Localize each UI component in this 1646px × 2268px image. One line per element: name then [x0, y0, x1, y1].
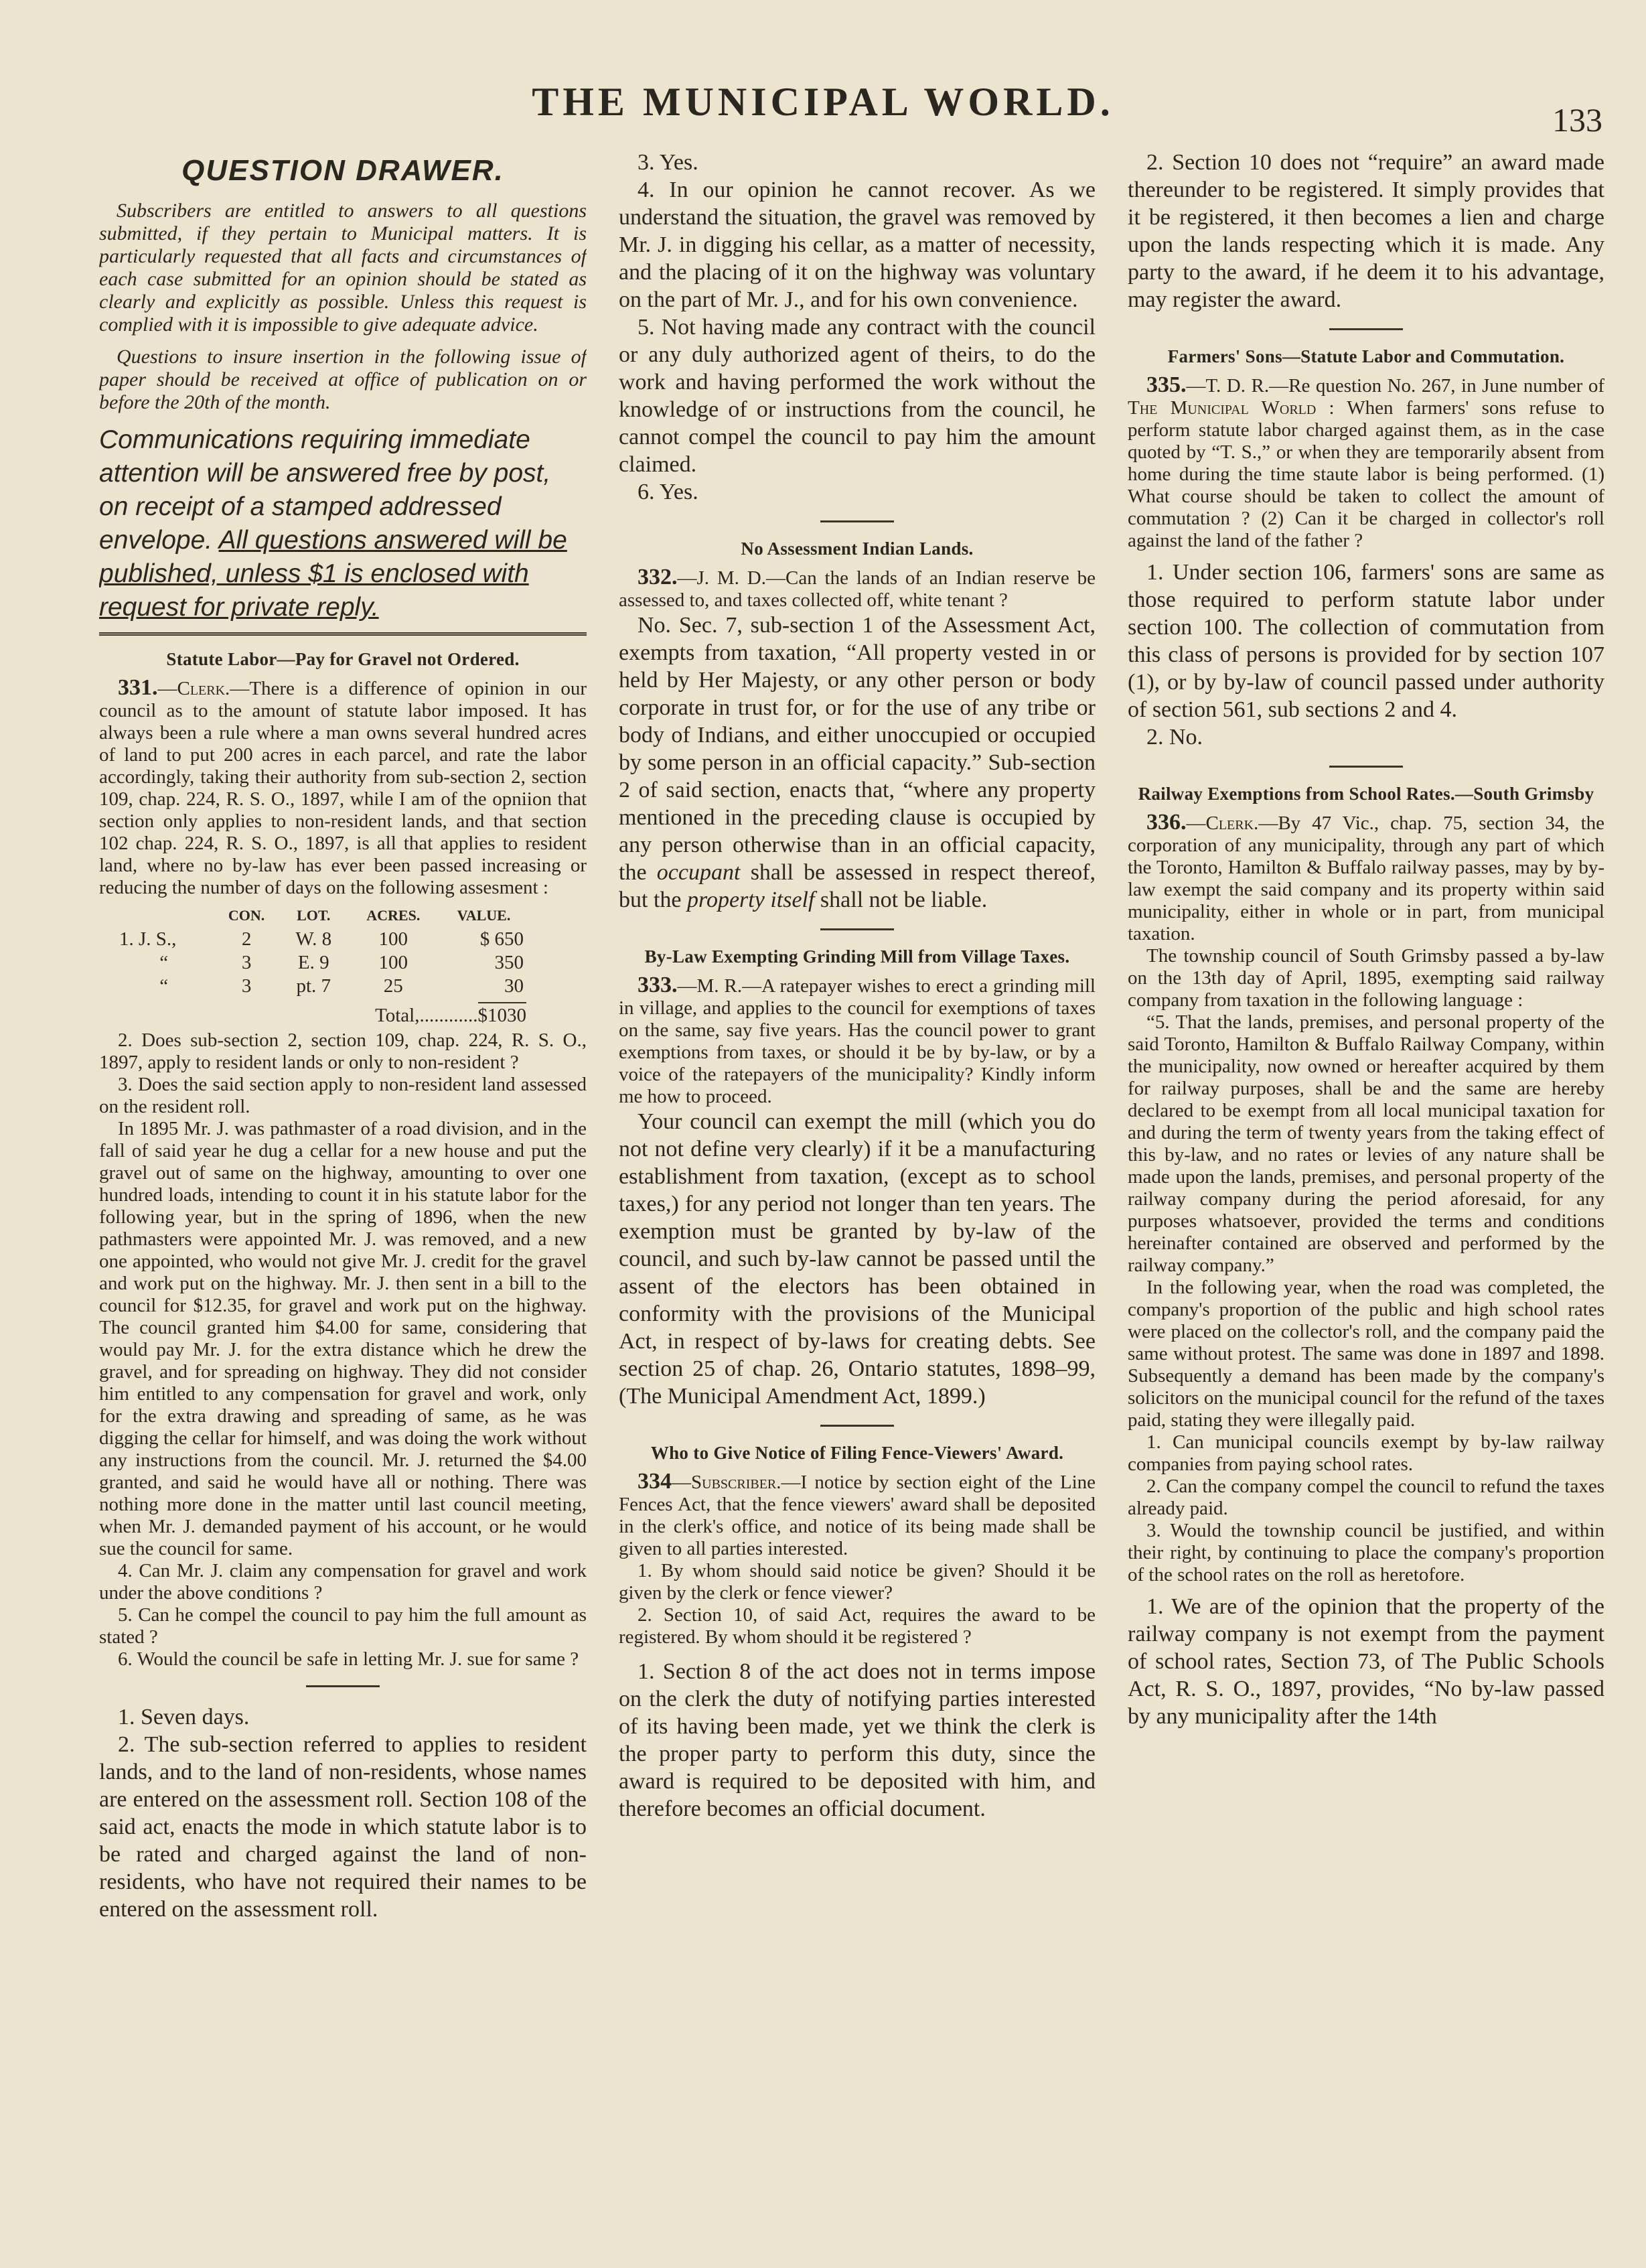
question-paragraph: 5. Can he compel the council to pay him the full amount as stated ?: [99, 1604, 587, 1648]
question-paragraph: [619, 974, 1096, 1108]
question-text: —A ratepayer wishes to erect a grinding mill in village, and applies to the council for exemptions of taxes on the same, say five years. Has the council power to grant exemptions from taxes, or should it be by by-law, or by a voice of the ratepayers of the municipality? Kindly inform me how to proceed.: [619, 975, 1096, 1107]
question-number: 333.: [638, 973, 678, 997]
publication-name: The Municipal World: [1128, 397, 1317, 419]
question-author: —Clerk.: [1186, 812, 1259, 834]
divider: [99, 632, 587, 636]
divider: [820, 520, 894, 522]
question-heading: Who to Give Notice of Filing Fence-Viewers' Award.: [650, 1443, 1064, 1463]
answer-text: shall be assessed in respect thereof, but the: [619, 860, 1096, 912]
answer-paragraph: 2. Section 10 does not “require” an award made thereunder to be registered. It simply provides that it be registered, it then becomes a lien and charge upon the lands respecting which it is made. Any party to the award, if he deem it to his advantage, may register the award.: [1128, 150, 1604, 312]
table-header-cell: [114, 903, 214, 928]
question-number: 332.: [638, 565, 678, 589]
question-text: —By 47 Vic., chap. 75, section 34, the corporation of any municipality, through any part of which the Toronto, Hamilton & Buffalo railway passes, may by by-law exempt the said company and its property within said municipality, either in whole or in part, from municipal taxation.: [1128, 812, 1604, 944]
divider: [820, 1425, 894, 1427]
column-1: [99, 149, 587, 1923]
table-row: [114, 951, 529, 975]
question-paragraph: In 1895 Mr. J. was pathmaster of a road division, and in the fall of said year he dug a cellar for a new house and put the gravel out of same on the highway, amounting to over one hundred loads, intending to count it in his statute labor for the following year, but in the spring of 1896, when the new pathmasters were appointed Mr. J. was removed, and a new one appointed, who would not give Mr. J. credit for the gravel and work put on the highway. Mr. J. then sent in a bill to the council for $12.35, for gravel and work put on the highway. The council granted him $4.00 for same, considering that would pay Mr. J. for the extra distance which he drew the gravel, and for spreading on highway. They did not consider him entitled to any compensation for gravel and work, only for the extra drawing and spreading of same, as he was digging the cellar for himself, and was doing the work without any instructions from the council. Mr. J. returned the $4.00 granted, and said he would have all or nothing. There was nothing more done in the matter until last council meeting, when Mr. J. demanded payment of his account, or he would sue the council for same.: [99, 1118, 587, 1559]
answer-emphasis: property itself: [686, 888, 815, 912]
divider: [1329, 766, 1403, 768]
question-paragraph: [619, 1470, 1096, 1560]
table-cell: “: [159, 952, 169, 973]
masthead: THE MUNICIPAL WORLD.: [532, 80, 1114, 124]
question-text: —Can the lands of an Indian reserve be assessed to, and taxes collected off, white tenant ?: [619, 567, 1096, 611]
divider: [306, 1685, 380, 1687]
page-number: 133: [1552, 101, 1602, 139]
table-cell: 2: [241, 928, 252, 950]
question-paragraph: In the following year, when the road was completed, the company's proportion of the public and high school rates were placed on the collector's roll, and the company paid the same without protest. The same was done in 1897 and 1898. Subsequently a demand has been made by the company's solicitors on the municipal council for the refund of the taxes paid, stating they were illegally paid.: [1128, 1277, 1604, 1431]
question-number: 336.: [1146, 810, 1187, 835]
question-paragraph: [1128, 811, 1604, 945]
question-author: —Clerk.: [157, 678, 230, 699]
answer-text: shall not be liable.: [814, 888, 988, 912]
notice-emphasis: [99, 423, 587, 624]
answer-text: No. Sec. 7, sub-section 1 of the Assessment Act, exempts from taxation, “All property vested in or held by Her Majesty, or any other person or body corporate in trust for, or for the use of any tribe or body of Indians, and either unoccupied or occupied by some person in an official capacity.” Sub-section 2 of said section, enacts that, “where any property mentioned in the preceding clause is occupied by any person otherwise than in an official capacity, the: [619, 613, 1096, 885]
answer-emphasis: occupant: [656, 860, 741, 885]
table-cell: $ 650: [479, 928, 524, 950]
table-cell: E. 9: [297, 952, 329, 973]
notice-paragraph: Questions to insure insertion in the following issue of paper should be received at office of publication on or before the 20th of the month.: [99, 346, 587, 413]
table-header-cell: VALUE.: [457, 907, 511, 924]
question-heading: Statute Labor—Pay for Gravel not Ordered.: [166, 649, 520, 669]
question-text: —I notice by section eight of the Line Fences Act, that the fence viewers' award shall be deposited in the clerk's office, and notice of its being made shall be given to all parties interested.: [619, 1472, 1096, 1559]
question-paragraph: 1. Can municipal councils exempt by by-law railway companies from paying school rates.: [1128, 1431, 1604, 1475]
question-text: : When farmers' sons refuse to perform statute labor charged against them, as in the case quoted by “T. S.,” or when they are temporarily absent from home during the time staute labor is being performed. (1) What course should be taken to collect the amount of commutation ? (2) Can it be charged in collector's roll against the land of the father ?: [1128, 397, 1604, 551]
answer-paragraph: 1. Under section 106, farmers' sons are same as those required to perform statute labor under section 100. The collection of commutation from this class of persons is provided for by section 107 (1), or by by-law of council passed under authority of section 561, sub sections 2 and 4.: [1128, 560, 1604, 722]
answer-paragraph: 1. Seven days.: [118, 1705, 250, 1729]
question-author: —Subscriber.: [672, 1472, 781, 1493]
answer-paragraph: 6. Yes.: [638, 480, 698, 504]
answer-paragraph: 3. Yes.: [638, 150, 698, 175]
question-heading: By-Law Exempting Grinding Mill from Village Taxes.: [644, 946, 1070, 967]
answer-paragraph: 5. Not having made any contract with the council or any duly authorized agent of theirs, to do the work and having performed the work without the knowledge of or instructions from the council, he cannot compel the council to pay him the amount claimed.: [619, 315, 1096, 477]
table-header-cell: CON.: [228, 907, 265, 924]
notice-emphasis-underlined: All questions answered will be published, unless $1 is enclosed with request for private reply.: [99, 526, 567, 622]
table-cell: 3: [241, 952, 252, 973]
question-author: —T. D. R.: [1186, 375, 1270, 397]
question-number: 331.: [118, 675, 158, 700]
table-header-cell: LOT.: [297, 907, 331, 924]
table-cell: pt. 7: [296, 975, 331, 997]
column-3: [1128, 149, 1604, 1730]
answer-paragraph: 2. No.: [1146, 725, 1203, 750]
answer-paragraph: 2. The sub-section referred to applies to resident lands, and to the land of non-residents, whose names are entered on the assessment roll. Section 108 of the said act, enacts the mode in which statute labor is to be rated and charged against the land of non-residents, who have not required their names to be entered on the assessment roll.: [99, 1732, 587, 1922]
table-cell: “: [159, 975, 169, 997]
question-paragraph: 6. Would the council be safe in letting Mr. J. sue for same ?: [118, 1648, 579, 1670]
answer-paragraph: 1. Section 8 of the act does not in terms impose on the clerk the duty of notifying parties interested of its having been made, yet we think the clerk is the proper party to perform this duty, since the award is required to be deposited with him, and therefore becomes an official document.: [619, 1659, 1096, 1821]
table-cell: 100: [378, 952, 408, 973]
question-paragraph: 1. By whom should said notice be given? Should it be given by the clerk or fence viewer?: [619, 1560, 1096, 1604]
question-text: —There is a difference of opinion in our council as to the amount of statute labor imposed. It has always been a rule where a man owns several hundred acres of land to put 200 acres in each parcel, and rate the labor accordingly, taking their authority from sub-section 2, section 109, chap. 224, R. S. O., 1897, while I am of the opniion that section only applies to non-resident lands, and that section 102 chap. 224, R. S. O., 1897, is all that applies to resident land, where no by-law has ever been passed increasing or reducing the number of days on the following assesment :: [99, 678, 587, 898]
table-cell: 25: [383, 975, 403, 997]
table-total: [99, 1002, 587, 1027]
question-paragraph: “5. That the lands, premises, and personal property of the said Toronto, Hamilton & Buffalo Railway Company, within the municipality, now owned or hereafter acquired by them for railway purposes, shall be and the same are hereby declared to be exempt from all local municipal taxation for and during the term of twenty years from the taking effect of this by-law, and no rates or levies of any nature shall be made upon the lands, premises, and personal property of the railway company during the period aforesaid, for any purposes whatsoever, provided the terms and conditions hereinafter contained are observed and performed by the railway company.”: [1128, 1011, 1604, 1276]
question-text: —Re question No. 267, in June number of: [1269, 375, 1604, 397]
column-2: [619, 149, 1096, 1823]
question-number: 334: [638, 1469, 672, 1494]
question-paragraph: 2. Section 10, of said Act, requires the award to be registered. By whom should it be registered ?: [619, 1604, 1096, 1648]
assessment-table: [114, 903, 529, 998]
table-cell: 100: [378, 928, 408, 950]
total-label: Total,............: [375, 1005, 478, 1026]
answer-paragraph: [619, 612, 1096, 914]
answer-paragraph: Your council can exempt the mill (which you do not not define very clearly) if it be a manufacturing establishment from taxation, (except as to school taxes,) for any period not longer than ten years. The exemption must be granted by by-law of the council, and such by-law cannot be passed until the assent of the electors has been obtained in conformity with the provisions of the Municipal Act, in respect of by-laws for creating debts. See section 25 of chap. 26, Ontario statutes, 1898–99, (The Municipal Amendment Act, 1899.): [619, 1109, 1096, 1409]
table-cell: 3: [241, 975, 252, 997]
question-heading: Railway Exemptions from School Rates.—South Grimsby: [1138, 784, 1594, 804]
section-title: QUESTION DRAWER.: [181, 154, 504, 187]
question-paragraph: 3. Would the township council be justified, and within their right, by continuing to place the company's proportion of the school rates on the roll as heretofore.: [1128, 1520, 1604, 1585]
question-paragraph: [99, 677, 587, 899]
table-row: [114, 928, 529, 951]
question-paragraph: [1128, 374, 1604, 552]
answer-paragraph: 1. We are of the opinion that the property of the railway company is not exempt from the payment of school rates, Section 73, of The Public Schools Act, R. S. O., 1897, provides, “No by-law passed by any municipality after the 14th: [1128, 1594, 1604, 1729]
question-paragraph: 4. Can Mr. J. claim any compensation for gravel and work under the above conditions ?: [99, 1560, 587, 1604]
table-header-row: [114, 903, 529, 928]
question-paragraph: 2. Does sub-section 2, section 109, chap. 224, R. S. O., 1897, apply to resident lands or only to non-resident ?: [99, 1030, 587, 1073]
question-number: 335.: [1146, 372, 1187, 397]
total-value: $1030: [478, 1002, 527, 1027]
notice-emphasis-text: Communications requiring immediate attention will be answered free by post, on receipt of a stamped addressed envelope.: [99, 425, 551, 555]
notice-paragraph: Subscribers are entitled to answers to all questions submitted, if they pertain to Municipal matters. It is particularly requested that all facts and circumstances of each case submitted for an opinion should be stated as clearly and explicitly as possible. Unless this request is complied with it is impossible to give adequate advice.: [99, 200, 587, 336]
table-cell: W. 8: [295, 928, 332, 950]
question-heading: No Assessment Indian Lands.: [741, 539, 974, 559]
answer-paragraph: 4. In our opinion he cannot recover. As we understand the situation, the gravel was removed by Mr. J. in digging his cellar, as a matter of necessity, and the placing of it on the highway was voluntary on the part of Mr. J., and for his own convenience.: [619, 178, 1096, 312]
divider: [1329, 328, 1403, 330]
table-cell: 1. J. S.,: [119, 928, 177, 950]
question-paragraph: 3. Does the said section apply to non-resident land assessed on the resident roll.: [99, 1074, 587, 1117]
question-paragraph: 2. Can the company compel the council to refund the taxes already paid.: [1128, 1476, 1604, 1519]
question-paragraph: The township council of South Grimsby passed a by-law on the 13th day of April, 1895, exempting said railway company from taxation in the following language :: [1128, 945, 1604, 1011]
divider: [820, 928, 894, 930]
table-cell: 30: [504, 975, 524, 997]
question-heading: Farmers' Sons—Statute Labor and Commutation.: [1167, 346, 1565, 366]
table-cell: 350: [494, 952, 524, 973]
question-author: —M. R.: [677, 975, 743, 997]
table-row: [114, 975, 529, 998]
question-author: —J. M. D.: [677, 567, 766, 589]
question-paragraph: [619, 566, 1096, 612]
table-header-cell: ACRES.: [366, 907, 421, 924]
